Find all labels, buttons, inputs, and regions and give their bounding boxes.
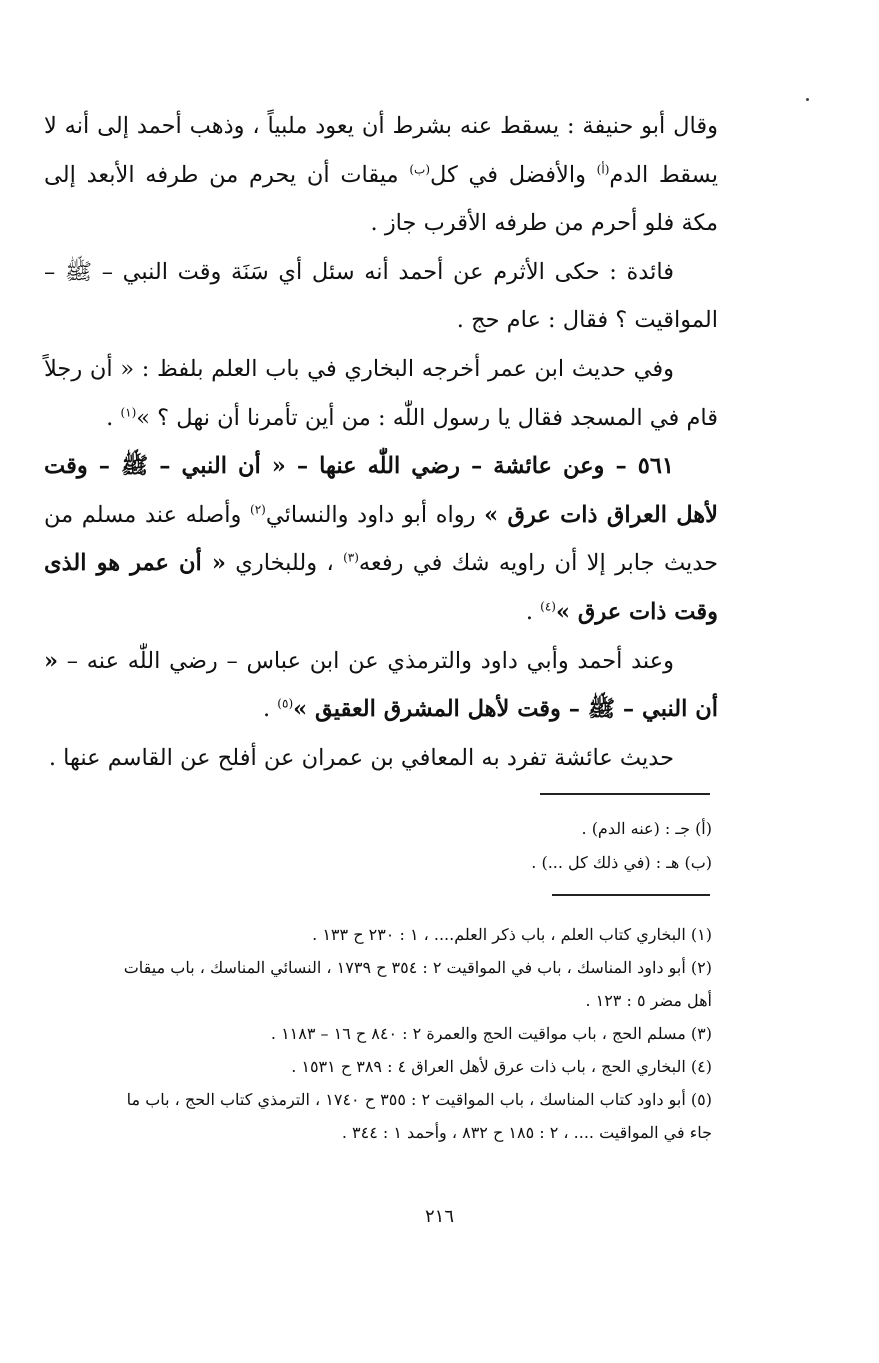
footnote-line: (٢) أبو داود المناسك ، باب في المواقيت ٢ : ٣٥٤ ح ١٧٣٩ ، النسائي المناسك ، باب ميقات — [123, 958, 712, 977]
hadith-end: . — [525, 598, 533, 625]
text-ibn-umar: وفي حديث ابن عمر أخرجه البخاري في باب العلم بلفظ : « أن رجلاً قام في المسجد فقال يا رسول اللّٰه : من أين تأمرنا أن نهل ؟ » — [44, 355, 718, 431]
hadith-origin: وأصله عند مسلم من حديث جابر إلا أن راويه شك في رفعه — [44, 501, 719, 577]
text-abu-hanifa: وقال أبو حنيفة : يسقط عنه بشرط أن يعود ملبياً ، وذهب أحمد إلى أنه لا يسقط الدم — [44, 113, 719, 188]
text-afdal: والأفضل في كل — [430, 161, 586, 188]
hadith-narration: رواه أبو داود والنسائي — [265, 501, 476, 528]
footnote-marker-1: (١) — [120, 405, 137, 420]
variants-divider — [540, 793, 710, 795]
footnote-line: (١) البخاري كتاب العلم ، باب ذكر العلم.... ، ١ : ٢٣٠ ح ١٣٣ . — [312, 925, 712, 944]
variant-note: (أ) جـ : (عنه الدم) . — [581, 819, 712, 838]
text-ibn-abbas: وعند أحمد وأبي داود والترمذي عن ابن عباس – رضي اللّٰه عنه – — [66, 647, 674, 674]
variant-marker-b: (ب) — [409, 162, 431, 177]
variant-notes — [40, 812, 712, 880]
hadith-text: ٥٦١ – وعن عائشة – رضي اللّٰه عنها – « أن النبي – ﷺ – وقت لأهل العراق ذات عرق » — [44, 453, 719, 528]
footnote-line: أهل مضر ٥ : ١٢٣ . — [585, 991, 712, 1010]
footnote-marker-4: (٤) — [540, 599, 556, 614]
bukhari-text: « أن عمر هو الذى وقت ذات عرق » — [44, 550, 718, 625]
variant-note: (ب) هـ : (في ذلك كل ...) . — [531, 853, 712, 872]
footnotes — [40, 918, 712, 1149]
footnote-marker-5: (٥) — [277, 696, 294, 711]
bukhari-intro: ، وللبخاري — [235, 550, 334, 577]
footnote-line: (٣) مسلم الحج ، باب مواقيت الحج والعمرة ٢ : ٨٤٠ ح ١٦ – ١١٨٣ . — [270, 1024, 712, 1043]
footnote — [40, 918, 712, 951]
page-number: ٢١٦ — [424, 1206, 454, 1227]
footnote — [40, 1083, 712, 1149]
variant-marker-a: (أ) — [596, 162, 610, 177]
paragraph-abu-hanifa — [44, 102, 718, 248]
paragraph-faida — [44, 248, 718, 345]
paragraph-hadith-561 — [44, 442, 718, 636]
footnote-marker-3: (٣) — [343, 550, 359, 565]
main-text — [44, 102, 718, 782]
text-period: . — [106, 404, 114, 431]
footnote — [40, 951, 712, 1017]
footnote-line: (٥) أبو داود كتاب المناسك ، باب المواقيت ٢ : ٣٥٥ ح ١٧٤٠ ، الترمذي كتاب الحج ، باب ما — [126, 1090, 712, 1109]
margin-dot — [806, 98, 809, 101]
text-miqat: ميقات أن يحرم من طرفه الأبعد إلى مكة فلو أحرم من طرفه الأقرب جاز . — [44, 161, 718, 237]
paragraph-ibn-umar — [44, 345, 718, 442]
paragraph-ibn-abbas — [44, 637, 718, 734]
footnote-marker-2: (٢) — [250, 502, 266, 517]
footnote-line: جاء في المواقيت .... ، ٢ : ١٨٥ ح ٨٣٢ ، وأحمد ١ : ٣٤٤ . — [341, 1123, 712, 1142]
footnote — [40, 1017, 712, 1050]
paragraph-aisha — [44, 734, 718, 783]
text-faida: فائدة : حكى الأثرم عن أحمد أنه سئل أي سَنَة وقت النبي – ﷺ – المواقيت ؟ فقال : عام حج . — [44, 258, 718, 334]
footnote — [40, 1050, 712, 1083]
text-abbas-end: . — [262, 696, 271, 723]
footnotes-divider — [552, 894, 710, 896]
footnote-line: (٤) البخاري الحج ، باب ذات عرق لأهل العراق ٤ : ٣٨٩ ح ١٥٣١ . — [291, 1057, 712, 1076]
quote-ibn-abbas: « أن النبي – ﷺ – وقت لأهل المشرق العقيق » — [44, 647, 718, 723]
text-aisha: حديث عائشة تفرد به المعافي بن عمران عن أفلح عن القاسم عنها . — [48, 744, 674, 771]
